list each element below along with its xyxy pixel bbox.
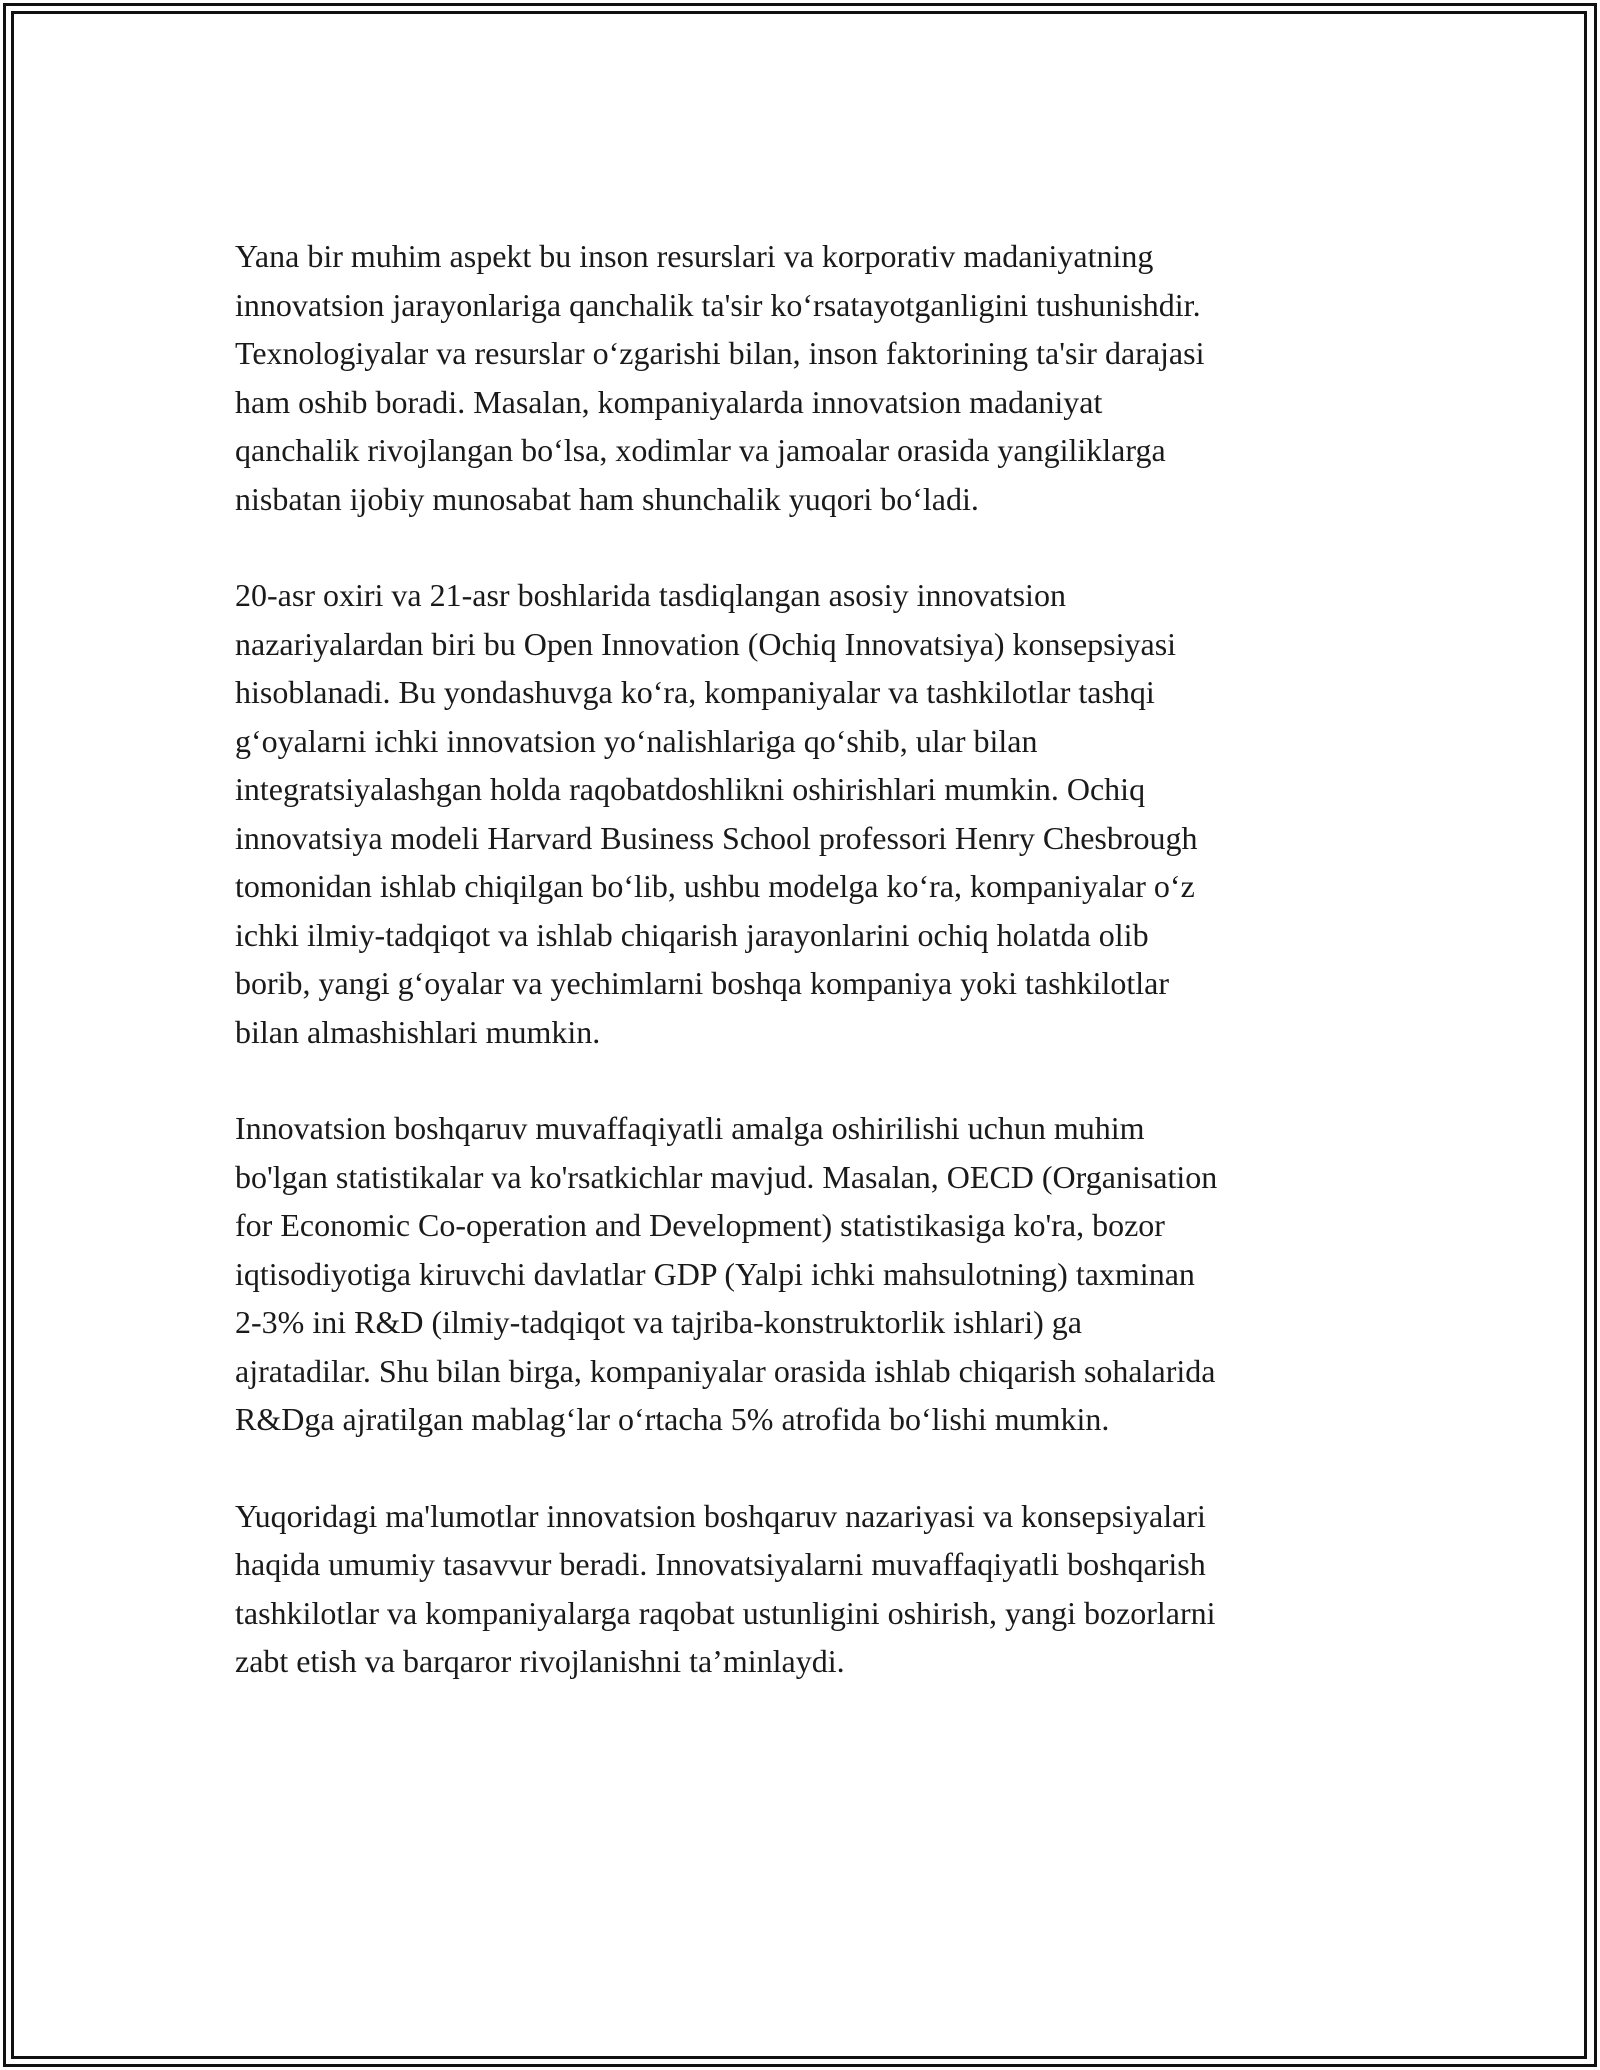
text-line: Yuqoridagi ma'lumotlar innovatsion boshqaruv nazariyasi va konsepsiyalari <box>235 1497 1206 1534</box>
text-line: qanchalik rivojlangan bo‘lsa, xodimlar va jamoalar orasida yangiliklarga <box>235 432 1166 468</box>
text-line: ichki ilmiy-tadqiqot va ishlab chiqarish jarayonlarini ochiq holatda olib <box>235 916 1149 953</box>
document-body <box>235 232 1370 1734</box>
text-line: 2-3% ini R&D (ilmiy-tadqiqot va tajriba-konstruktorlik ishlari) ga <box>235 1304 1082 1340</box>
text-line: g‘oyalarni ichki innovatsion yo‘nalishlariga qo‘shib, ular bilan <box>235 722 1038 759</box>
text-line: for Economic Co-operation and Development) statistikasiga ko'ra, bozor <box>235 1207 1165 1243</box>
text-line: hisoblanadi. Bu yondashuvga ko‘ra, kompaniyalar va tashkilotlar tashqi <box>235 674 1155 710</box>
text-line: ajratadilar. Shu bilan birga, kompaniyalar orasida ishlab chiqarish sohalarida <box>235 1352 1216 1389</box>
text-line: bilan almashishlari mumkin. <box>235 1013 601 1050</box>
text-line: innovatsion jarayonlariga qanchalik ta'sir ko‘rsatayotganligini tushunishdir. <box>235 286 1201 323</box>
text-line: Texnologiyalar va resurslar o‘zgarishi bilan, inson faktorining ta'sir darajasi <box>235 335 1205 371</box>
text-line: zabt etish va barqaror rivojlanishni ta’minlaydi. <box>235 1643 845 1679</box>
paragraph-open-innovation <box>235 571 1370 1056</box>
paragraph-conclusion <box>235 1492 1370 1686</box>
text-line: bo'lgan statistikalar va ko'rsatkichlar mavjud. Masalan, OECD (Organisation <box>235 1158 1218 1195</box>
paragraph-statistics <box>235 1104 1370 1444</box>
text-line: Innovatsion boshqaruv muvaffaqiyatli amalga oshirilishi uchun muhim <box>235 1110 1145 1146</box>
text-line: nazariyalardan biri bu Open Innovation (Ochiq Innovatsiya) konsepsiyasi <box>235 625 1177 662</box>
text-line: innovatsiya modeli Harvard Business School professori Henry Chesbrough <box>235 819 1198 856</box>
text-line: iqtisodiyotiga kiruvchi davlatlar GDP (Yalpi ichki mahsulotning) taxminan <box>235 1255 1195 1292</box>
paragraph-human-resources <box>235 232 1370 523</box>
text-line: haqida umumiy tasavvur beradi. Innovatsiyalarni muvaffaqiyatli boshqarish <box>235 1546 1206 1582</box>
text-line: 20-asr oxiri va 21-asr boshlarida tasdiqlangan asosiy innovatsion <box>235 577 1066 613</box>
text-line: R&Dga ajratilgan mablag‘lar o‘rtacha 5% atrofida bo‘lishi mumkin. <box>235 1401 1110 1437</box>
text-line: tomonidan ishlab chiqilgan bo‘lib, ushbu modelga ko‘ra, kompaniyalar o‘z <box>235 868 1195 904</box>
text-line: tashkilotlar va kompaniyalarga raqobat ustunligini oshirish, yangi bozorlarni <box>235 1594 1216 1631</box>
text-line: Yana bir muhim aspekt bu inson resurslari va korporativ madaniyatning <box>235 238 1154 274</box>
text-line: nisbatan ijobiy munosabat ham shunchalik yuqori bo‘ladi. <box>235 480 979 517</box>
text-line: integratsiyalashgan holda raqobatdoshlikni oshirishlari mumkin. Ochiq <box>235 771 1146 807</box>
text-line: borib, yangi g‘oyalar va yechimlarni boshqa kompaniya yoki tashkilotlar <box>235 965 1169 1001</box>
text-line: ham oshib boradi. Masalan, kompaniyalarda innovatsion madaniyat <box>235 383 1103 420</box>
